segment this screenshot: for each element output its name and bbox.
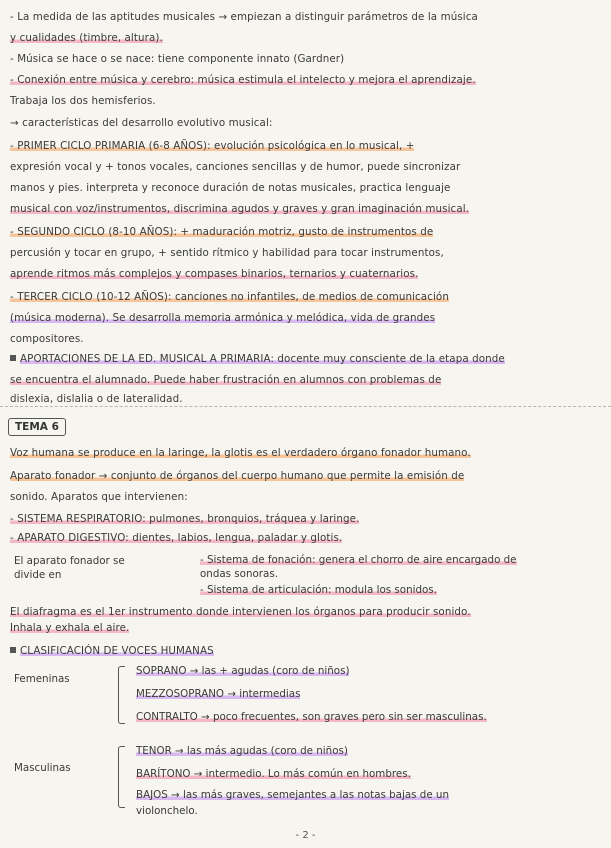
- section-divider: [0, 406, 611, 407]
- aparato-label: El aparato fonador se divide en: [14, 555, 125, 581]
- note-line: - Música se hace o se nace: tiene componente innato (Gardner): [10, 53, 345, 65]
- section-heading: CLASIFICACIÓN DE VOCES HUMANAS: [10, 644, 603, 658]
- square-bullet-icon: [10, 647, 16, 653]
- voice-item: SOPRANO → las + agudas (coro de niños): [136, 665, 350, 677]
- femeninas-label: Femeninas: [14, 673, 70, 685]
- tema-heading: TEMA 6: [8, 418, 66, 436]
- note-line: Aparato fonador → conjunto de órganos del cuerpo humano que permite la emisión de: [10, 470, 465, 482]
- note-line: Inhala y exhala el aire.: [10, 622, 130, 634]
- note-line: - La medida de las aptitudes musicales → empiezan a distinguir parámetros de la música: [10, 11, 478, 23]
- aparato-item: - Sistema de fonación: genera el chorro de aire encargado de: [200, 554, 517, 566]
- note-line: El diafragma es el 1er instrumento donde intervienen los órganos para producir sonido.: [10, 606, 471, 618]
- aparato-item: - Sistema de articulación: modula los sonidos.: [200, 584, 437, 596]
- note-line: dislexia, dislalia o de lateralidad.: [10, 393, 183, 405]
- note-line: percusión y tocar en grupo, + sentido rítmico y habilidad para tocar instrumentos,: [10, 247, 444, 259]
- voice-item: MEZZOSOPRANO → intermedias: [136, 688, 301, 700]
- note-line: → características del desarrollo evolutivo musical:: [10, 117, 273, 129]
- note-line: - TERCER CICLO (10-12 AÑOS): canciones no infantiles, de medios de comunicación: [10, 291, 449, 303]
- note-line: expresión vocal y + tonos vocales, canciones sencillas y de humor, puede sincronizar: [10, 161, 461, 173]
- note-line: Voz humana se produce en la laringe, la glotis es el verdadero órgano fonador humano.: [10, 447, 471, 459]
- note-line: - APARATO DIGESTIVO: dientes, labios, lengua, paladar y glotis.: [10, 532, 343, 544]
- note-line: musical con voz/instrumentos, discrimina agudos y graves y gran imaginación musical.: [10, 203, 470, 215]
- square-bullet-icon: [10, 355, 16, 361]
- note-line: - SISTEMA RESPIRATORIO: pulmones, bronquios, tráquea y laringe.: [10, 513, 360, 525]
- note-line: se encuentra el alumnado. Puede haber frustración en alumnos con problemas de: [10, 374, 442, 386]
- note-line: sonido. Aparatos que intervienen:: [10, 491, 188, 503]
- voice-item: TENOR → las más agudas (coro de niños): [136, 745, 348, 757]
- note-line: manos y pies. interpreta y reconoce duración de notas musicales, practica lenguaje: [10, 182, 451, 194]
- note-line: - PRIMER CICLO PRIMARIA (6-8 AÑOS): evolución psicológica en lo musical, +: [10, 140, 415, 152]
- note-line: - Conexión entre música y cerebro: música estimula el intelecto y mejora el aprendizaje.: [10, 74, 476, 86]
- voice-item: violonchelo.: [136, 805, 198, 817]
- voice-item: BAJOS → las más graves, semejantes a las notas bajas de un: [136, 789, 449, 801]
- note-line: (música moderna). Se desarrolla memoria armónica y melódica, vida de grandes: [10, 312, 436, 324]
- brace-icon: [118, 666, 125, 724]
- note-line: compositores.: [10, 333, 84, 345]
- voice-item: BARÍTONO → intermedio. Lo más común en hombres.: [136, 768, 411, 780]
- note-line: APORTACIONES DE LA ED. MUSICAL A PRIMARIA: docente muy consciente de la etapa donde: [10, 352, 603, 366]
- page-number: - 2 -: [295, 830, 316, 841]
- note-line: - SEGUNDO CICLO (8-10 AÑOS): + maduración motriz, gusto de instrumentos de: [10, 226, 434, 238]
- note-line: y cualidades (timbre, altura).: [10, 32, 163, 44]
- note-line: Trabaja los dos hemisferios.: [10, 95, 156, 107]
- note-line: aprende ritmos más complejos y compases binarios, ternarios y cuaternarios.: [10, 268, 419, 280]
- masculinas-label: Masculinas: [14, 762, 71, 774]
- brace-icon: [118, 746, 125, 808]
- voice-item: CONTRALTO → poco frecuentes, son graves pero sin ser masculinas.: [136, 711, 487, 723]
- aparato-item: ondas sonoras.: [200, 568, 278, 580]
